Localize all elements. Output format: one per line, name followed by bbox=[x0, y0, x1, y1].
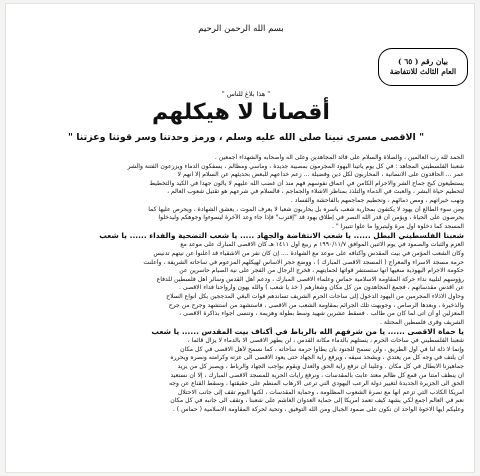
document-page bbox=[6, 4, 474, 472]
body-line: الحق الى الجزيرة الجديدة لتغيير دولة الرعب اليهودي التي ترعى الارهاب المنظم على حقيقتها ، وسقط القناع عن وجه bbox=[169, 380, 464, 388]
body-line: ان ينظف أمتنا من قمع كل ظالم معتد عابث بالمقدسات ، ونرفع رايات الحرية للمسجد الاقصى المبارك ، إلا أن نستعيد bbox=[170, 371, 464, 379]
banner-heading: يا حماة الاقصى ...... يا من شرفهم الله بالرباط في أكناف بيت المقدس ...... يا شعب bbox=[151, 327, 464, 337]
body-line: نعم في العالم أجمع لكي يشهد كيف تعمد أمريكا إلى حماية العدوان الغاشم على شعبنا ، وتقف الى جانبه في كل مكان bbox=[170, 397, 464, 405]
body-line: المعزلين أو أن أتى لما كان من طالب . فسقط عشرين شهيد وسط بطولة وهزيمة ، وتنسى أجواء بذاكرة الاقصى ، bbox=[179, 310, 464, 318]
body-line: رؤوسهم لتلبية نداء حركة المقاومة الاسلامية حماس وعلماء الاقصى المبارك ، ودعم أهل القدس وسائر أهل فلسطين للدفاع bbox=[156, 275, 464, 283]
body-line: لتحطيم حياة البشر ، والعبث في الدماء والتلذذ بمناظر الاشلاء والجماجم ، فالسلام في شرعهم هو تقتيل شعوب العالم ، bbox=[167, 188, 464, 196]
body-line: العزم والثبات والصمود في يوم الاثنين الموافق ١٩٩٠/١١/٧ م ربيع أول ١٤١١ هـ كان الاقصى المبارك على موعد مع bbox=[180, 241, 464, 249]
body-line: يحرصون على الحياة ، ويؤمن أن قدر الله النصر في إطلاق يهود قد "إقترب" فإذا جاء وعد الآخرة ليسوءوا وجوهكم وليدخلوا bbox=[158, 214, 464, 222]
body-line: يستطيعون كبح جماح الشر والاجرام الكامن في أعماق نفوسهم فهم منذ أن غضب الله عليهم لا يألون جهداً في الكيد والتخطيط bbox=[149, 179, 464, 187]
body-line: وكان الشعب المؤمن في بيت المقدس وأكنافه على موعد مع الشهادة .... إن كان نفر من الاشقياء قد أعلنوا عن نيتهم تدنيس bbox=[153, 249, 464, 257]
page-subtitle: " الاقصى مسرى نبينا صلى الله عليه وسلم ، ورمز وحدتنا وسر قوتنا وعزتنا " bbox=[67, 132, 425, 143]
body-line: الشريف وقرى فلسطين المحتلة . bbox=[380, 318, 464, 326]
banner-heading: شعبنا الفلسطيني البطل ...... يا شعب الانتفاضة والجهاد ..... يا شعب التضحية والفداء ...... يا شعب bbox=[99, 231, 464, 241]
preface-text: " هذا بلاغ للناس " bbox=[221, 90, 271, 98]
body-line: حرمة مسجد الاسراء والمعراج ( المسجد الاقصى المبارك ) ، ووضع حجر الاساس لهيكلهم المزعوم في ساحاته الشريفة ، وأعلنت bbox=[143, 258, 464, 266]
body-line: عن أقدس مقدساتهم ، فجمع المجاهدون من كل مكان وشعارهم ( خذ يا شعب ) والله يهون وأرواحنا فداء الاقصى . bbox=[179, 284, 464, 292]
body-line: أمريكا الكاذب التي تزعم أنها مع نصرة الشعوب المظلومة ، وحماية المقدسات ، لكنها اليوم تقف إلى جانب الاحتلال bbox=[177, 388, 464, 396]
statement-number: بيان رقم ( ٦٥ ) bbox=[398, 56, 448, 66]
body-line: شعبنا الفلسطيني المجاهد : في كل يوم يأتينا اليهود المجرمون بمصيبة جديدة ، ومآسي ومظالم ، يسفكون الدماء ويزرعون الفتنة والشر bbox=[127, 162, 464, 170]
body-line: المسجد كما دخلوه أول مرة وليتبروا ما علوا تتبيرا " . bbox=[332, 222, 464, 230]
statement-subtitle: العام الثالث للانتفاضة bbox=[389, 67, 457, 76]
body-line: وإنما لا ذلة لنا في أول الطريق ، ولن نسمح للجنود بأن يطأوا حرمة ساحاته ، كما نسمح لأهل الاقصى في كل مكان bbox=[180, 345, 464, 353]
document-body bbox=[12, 154, 464, 415]
body-line: عمر ... الحاقدون على الانسانية ، المحاربون لكل دين وفضيلة ... زعم خداعهم للبعض بحديثهم عن السلام إلا انهم لا bbox=[177, 171, 464, 179]
page-title: أقصانا لا هيكلهم bbox=[152, 100, 330, 125]
body-line: ان يلتف في وجه كل من يعتدي ، ويشحذ سيفه ، ويرفع راية الجهاد حتى يعود الاقصى الى عزته وكرامته ونصره ويحرره bbox=[170, 354, 464, 362]
body-line: الحمد لله رب العالمين ، والصلاة والسلام على قائد المجاهدين وعلى آله وأصحابه والشهداء أجمعين . bbox=[214, 154, 464, 161]
body-line: وحاول الاذلاء المجرمين من اليهود الدخول إلى ساحات الحرم الشريف تساندهم قوات البغي المدججين بكل أنواع السلاح bbox=[166, 292, 464, 300]
body-line: ومن سوء الطالع أن يهود لا يكتفون بمحاربة شعب بأسره بل يحاربون شعباً لا يعرف الموت ، يعشق الشهادة ، ويحرص عليها كما bbox=[148, 205, 464, 213]
basmala: بسم الله الرحمن الرحيم bbox=[198, 24, 284, 34]
body-line: جماهيرنا الابطال في كل مكان . وعلينا أن نرفع راية الحق والعدل ويقوم بواجب الجهاد والرباط ، ويصبر كل من يريد bbox=[177, 363, 464, 371]
body-line: وعليكم أيها الاخوة الواحد ان نكون على صمود الجبال ومن الله التوفيق ، وتحية لحركة المقاومة الاسلامية ( حماس ) . bbox=[172, 406, 464, 414]
body-line: ونهب خيراتهم ، ومص دمائهم ، وتحطيم جماجمهم بالفاحشة والفساد . bbox=[290, 196, 464, 204]
body-line: شعبنا الفلسطيني في ساحات الحرم ، يستلهم بالدماء مكانة القدس ، لن يطهر الاقصى الا بالدماء لا يزال قائماً ، bbox=[187, 337, 464, 345]
body-line: حكومة الاجرام اليهودية سعيها أنها ستستنفر قواتها لحمايتهم ، فخرج الرجال من الفجر على نية الصيام حاسرين عن bbox=[179, 267, 464, 275]
body-line: والذخيرة ، وبعدها الرصاص ، وجوبهت تلك الجرائم بمقاومة الشعب من الاقصى ، فاستشهد من استشهد وجرح من جرح bbox=[168, 301, 464, 309]
statement-number-box bbox=[378, 48, 468, 86]
